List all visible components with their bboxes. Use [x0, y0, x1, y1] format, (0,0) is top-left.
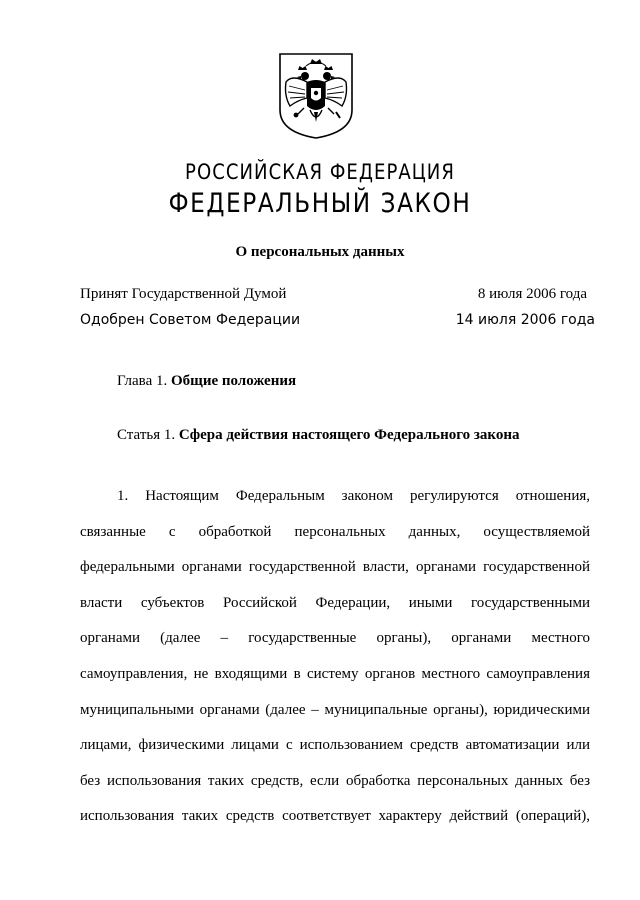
body-line: использования таких средств соответствует характеру действий (операций), — [80, 808, 590, 825]
body-line: самоуправления, не входящими в систему органов местного самоуправления — [80, 665, 590, 682]
article-title: Сфера действия настоящего Федерального закона — [178, 427, 520, 443]
body-line: федеральными органами государственной власти, органами государственной — [80, 559, 590, 576]
coat-of-arms-icon — [276, 52, 356, 140]
adopted-date: 8 июля 2006 года — [477, 286, 587, 302]
chapter-title: Общие положения — [170, 373, 297, 389]
approved-date: 14 июля 2006 года — [455, 312, 595, 328]
approved-by-label: Одобрен Советом Федерации — [80, 312, 301, 328]
article-heading — [117, 427, 520, 444]
article-body — [80, 485, 590, 841]
chapter-prefix: Глава 1. — [117, 373, 168, 389]
chapter-heading — [117, 373, 296, 390]
document-type: ФЕДЕРАЛЬНЫЙ ЗАКОН — [168, 188, 472, 219]
body-line: власти субъектов Российской Федерации, иными государственными — [80, 594, 590, 611]
body-line: органами (далее – государственные органы), органами местного — [80, 630, 590, 647]
body-line: лицами, физическими лицами с использованием средств автоматизации или — [80, 737, 590, 754]
law-title: О персональных данных — [235, 244, 405, 260]
body-line: без использования таких средств, если обработка персональных данных без — [80, 772, 590, 789]
adopted-by-label: Принят Государственной Думой — [80, 286, 287, 302]
article-prefix: Статья 1. — [117, 427, 176, 443]
country-name: РОССИЙСКАЯ ФЕДЕРАЦИЯ — [185, 160, 455, 184]
body-line: связанные с обработкой персональных данных, осуществляемой — [80, 523, 590, 540]
body-line: 1. Настоящим Федеральным законом регулируются отношения, — [117, 488, 590, 504]
body-line: муниципальными органами (далее – муниципальные органы), юридическими — [80, 701, 590, 718]
